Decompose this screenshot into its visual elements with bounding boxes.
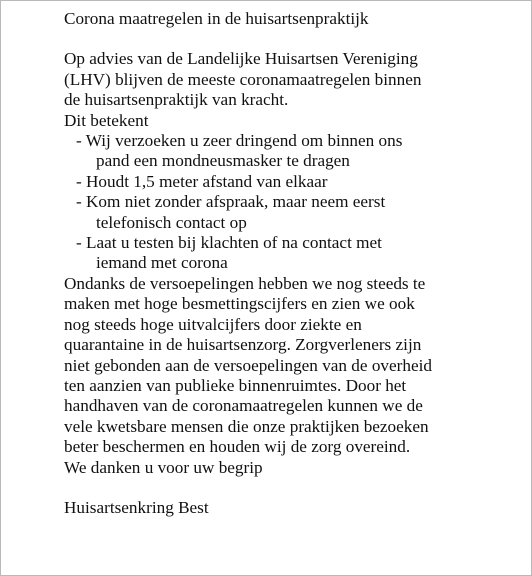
body-line: Ondanks de versoepelingen hebben we nog steeds te bbox=[64, 273, 426, 293]
measure-line: - Laat u testen bij klachten of na contact met bbox=[76, 233, 382, 253]
signature: Huisartsenkring Best bbox=[64, 497, 209, 517]
spacer bbox=[64, 478, 524, 498]
measure-line: telefonisch contact op bbox=[96, 212, 247, 232]
measure-line: pand een mondneusmasker te dragen bbox=[96, 151, 350, 171]
body-paragraph bbox=[64, 274, 524, 458]
document-title: Corona maatregelen in de huisartsenpraktijk bbox=[64, 9, 369, 28]
body-line: maken met hoge besmettingscijfers en zien we ook bbox=[64, 294, 415, 314]
intro-line: Op advies van de Landelijke Huisartsen Vereniging bbox=[64, 49, 418, 69]
measure-item bbox=[64, 131, 524, 172]
thanks-text: We danken u voor uw begrip bbox=[64, 457, 263, 477]
lead-text: Dit betekent bbox=[64, 110, 149, 130]
measure-line: - Wij verzoeken u zeer dringend om binnen ons bbox=[76, 131, 403, 151]
measure-item bbox=[64, 172, 524, 192]
body-line: vele kwetsbare mensen die onze praktijken bezoeken bbox=[64, 416, 429, 436]
document-body bbox=[64, 9, 524, 518]
measure-line: - Houdt 1,5 meter afstand van elkaar bbox=[76, 171, 328, 191]
intro-line: de huisartsenpraktijk van kracht. bbox=[64, 90, 289, 110]
measure-line: - Kom niet zonder afspraak, maar neem eerst bbox=[76, 192, 386, 212]
measure-line: iemand met corona bbox=[96, 253, 228, 273]
body-line: quarantaine in de huisartsenzorg. Zorgverleners zijn bbox=[64, 335, 422, 355]
intro-line: (LHV) blijven de meeste coronamaatregelen binnen bbox=[64, 69, 422, 89]
body-line: niet gebonden aan de versoepelingen van de overheid bbox=[64, 355, 432, 375]
spacer bbox=[64, 29, 524, 49]
measure-item bbox=[64, 192, 524, 233]
body-line: ten aanzien van publieke binnenruimtes. Door het bbox=[64, 375, 407, 395]
measures-list bbox=[64, 131, 524, 274]
body-line: nog steeds hoge uitvalcijfers door ziekte en bbox=[64, 314, 362, 334]
intro-paragraph bbox=[64, 49, 524, 110]
body-line: beter beschermen en houden wij de zorg overeind. bbox=[64, 437, 411, 457]
body-line: handhaven van de coronamaatregelen kunnen we de bbox=[64, 396, 423, 416]
measure-item bbox=[64, 233, 524, 274]
